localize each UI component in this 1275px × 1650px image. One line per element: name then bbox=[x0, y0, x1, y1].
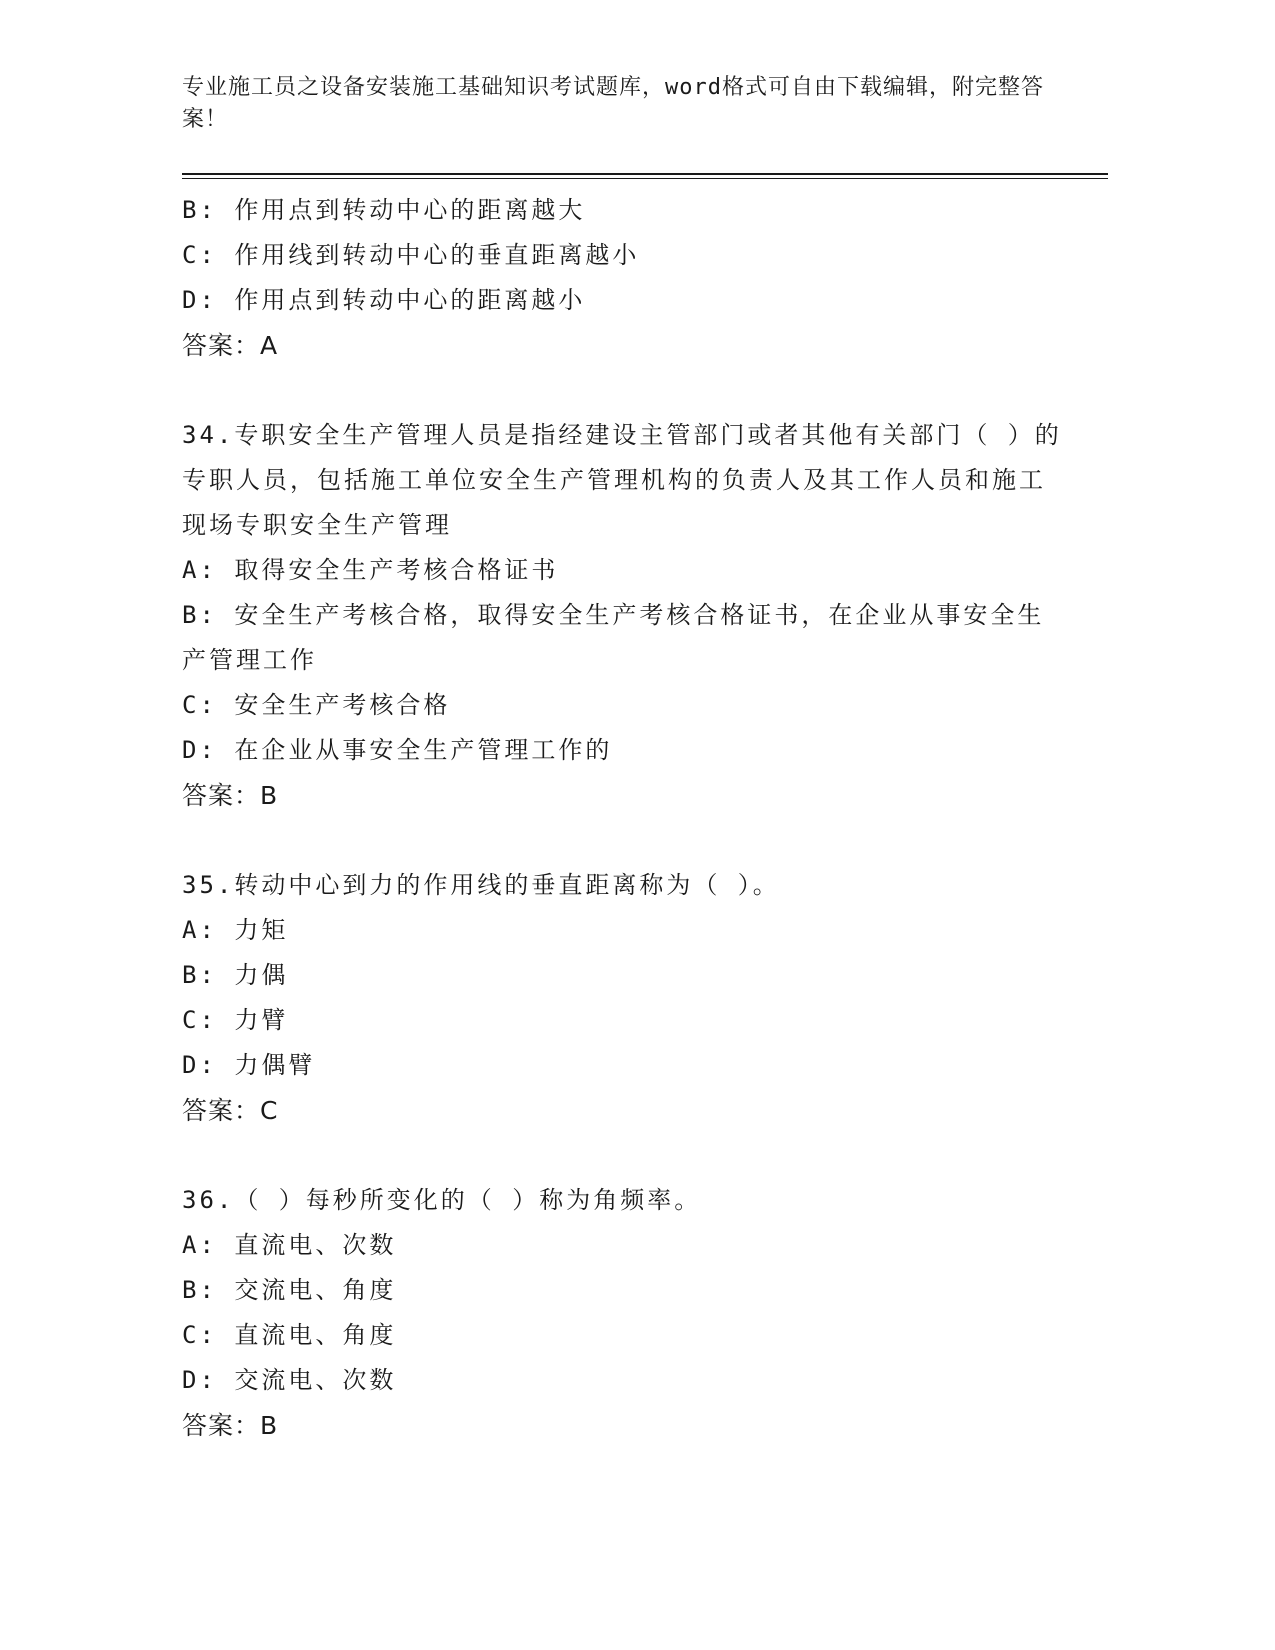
question-list bbox=[182, 188, 1062, 1448]
question-stem: 35.转动中心到力的作用线的垂直距离称为（ ）。 bbox=[182, 871, 780, 899]
option-d: D: 作用点到转动中心的距离越小 bbox=[182, 286, 586, 314]
option-b: B: 安全生产考核合格，取得安全生产考核合格证书，在企业从事安全生产管理工作 bbox=[182, 601, 1045, 674]
question-spacer bbox=[182, 1133, 1062, 1178]
question-33-continued bbox=[182, 188, 1062, 368]
option-c: C: 安全生产考核合格 bbox=[182, 691, 451, 719]
option-a: A: 直流电、次数 bbox=[182, 1231, 397, 1259]
option-d: D: 在企业从事安全生产管理工作的 bbox=[182, 736, 613, 764]
question-36 bbox=[182, 1178, 1062, 1448]
header-rule-thin bbox=[182, 178, 1108, 179]
option-b: B: 作用点到转动中心的距离越大 bbox=[182, 196, 586, 224]
option-a: A: 力矩 bbox=[182, 916, 289, 944]
question-spacer bbox=[182, 368, 1062, 413]
option-d: D: 力偶臂 bbox=[182, 1051, 316, 1079]
option-b: B: 力偶 bbox=[182, 961, 289, 989]
answer-line: 答案：A bbox=[182, 331, 279, 360]
question-stem: 34.专职安全生产管理人员是指经建设主管部门或者其他有关部门（ ）的专职人员，包括施工单位安全生产管理机构的负责人及其工作人员和施工现场专职安全生产管理 bbox=[182, 421, 1062, 539]
option-d: D: 交流电、次数 bbox=[182, 1366, 397, 1394]
question-stem: 36.（ ）每秒所变化的（ ）称为角频率。 bbox=[182, 1186, 702, 1214]
question-35 bbox=[182, 863, 1062, 1133]
answer-line: 答案：B bbox=[182, 781, 279, 810]
document-header: 专业施工员之设备安装施工基础知识考试题库，word格式可自由下载编辑，附完整答案！ bbox=[182, 75, 1044, 132]
option-c: C: 作用线到转动中心的垂直距离越小 bbox=[182, 241, 640, 269]
option-c: C: 直流电、角度 bbox=[182, 1321, 397, 1349]
question-spacer bbox=[182, 818, 1062, 863]
option-b: B: 交流电、角度 bbox=[182, 1276, 397, 1304]
option-a: A: 取得安全生产考核合格证书 bbox=[182, 556, 559, 584]
answer-line: 答案：C bbox=[182, 1096, 279, 1125]
header-rule-thick bbox=[182, 173, 1108, 175]
question-34 bbox=[182, 413, 1062, 818]
option-c: C: 力臂 bbox=[182, 1006, 289, 1034]
answer-line: 答案：B bbox=[182, 1411, 279, 1440]
